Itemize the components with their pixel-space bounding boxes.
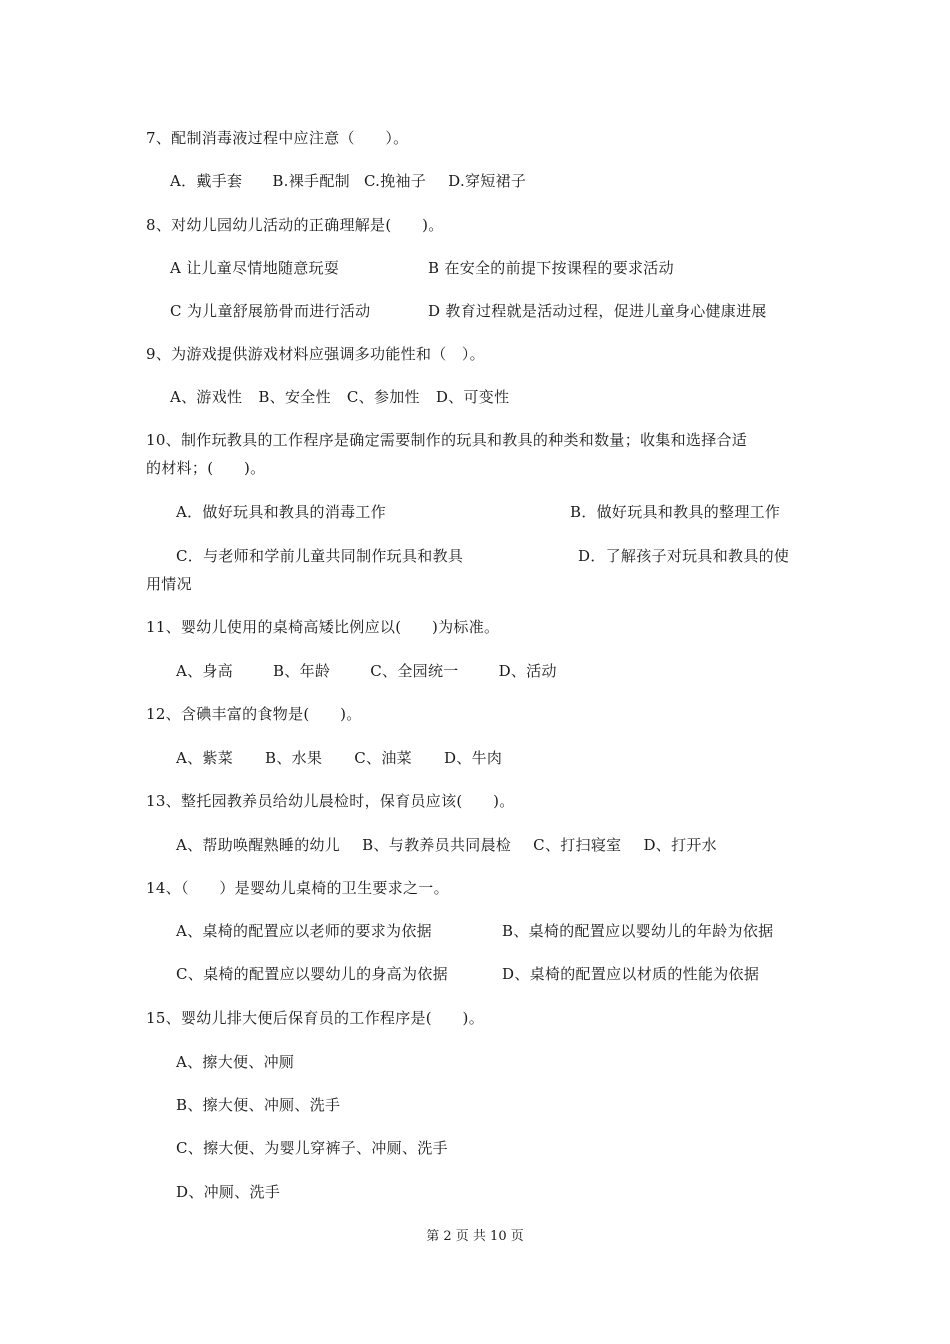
q10-option-d-continued: 用情况 [146,575,192,593]
q7-option-c: C.挽袖子 [363,172,427,190]
q15-option-c: C、擦大便、为婴儿穿裤子、冲厕、洗手 [176,1139,448,1157]
q12-option-a: A、紫菜 [176,749,234,767]
q14-option-c: C、桌椅的配置应以婴幼儿的身高为依据 [176,965,448,983]
question-14-stem: 14、（ ）是婴幼儿桌椅的卫生要求之一。 [146,879,449,897]
question-11-stem: 11、婴幼儿使用的桌椅高矮比例应以( )为标准。 [146,618,500,636]
q7-option-b: B.裸手配制 [272,172,350,190]
q8-option-d: D 教育过程就是活动过程，促进儿童身心健康进展 [428,302,767,320]
page-number-footer: 第 2 页 共 10 页 [426,1229,524,1244]
q10-option-d: D．了解孩子对玩具和教具的使 [578,547,790,565]
q9-option-c: C、参加性 [346,388,420,406]
q14-option-b: B、桌椅的配置应以婴幼儿的年龄为依据 [502,922,774,940]
question-13-stem: 13、整托园教养员给幼儿晨检时，保育员应该( )。 [146,792,515,810]
q11-option-c: C、全园统一 [370,662,459,680]
q9-option-a: A、游戏性 [170,388,243,406]
q7-option-d: D.穿短裙子 [448,172,527,190]
q11-option-a: A、身高 [176,662,234,680]
q14-option-a: A、桌椅的配置应以老师的要求为依据 [176,922,432,940]
q11-option-d: D、活动 [498,662,557,680]
question-7-options [170,170,526,192]
q15-option-d: D、冲厕、洗手 [176,1183,281,1201]
question-10-stem-line2: 的材料；( )。 [146,459,266,477]
question-10-stem-line1: 10、制作玩教具的工作程序是确定需要制作的玩具和教具的种类和数量；收集和选择合适 [146,431,748,449]
question-9-options [170,386,509,408]
question-12-options [176,747,502,769]
question-13-options [176,834,717,856]
q8-option-c: C 为儿童舒展筋骨而进行活动 [170,302,371,320]
q9-option-d: D、可变性 [435,388,510,406]
q10-option-b: B．做好玩具和教具的整理工作 [570,503,781,521]
question-11-options [176,660,557,682]
q12-option-d: D、牛肉 [443,749,503,767]
q14-option-d: D、桌椅的配置应以材质的性能为依据 [502,965,760,983]
q15-option-a: A、擦大便、冲厕 [176,1053,295,1071]
q13-option-c: C、打扫寝室 [533,836,622,854]
q8-option-b: B 在安全的前提下按课程的要求活动 [428,259,674,277]
question-8-stem: 8、对幼儿园幼儿活动的正确理解是( )。 [146,216,444,234]
q12-option-b: B、水果 [265,749,323,767]
q15-option-b: B、擦大便、冲厕、洗手 [176,1096,341,1114]
q10-option-a: A．做好玩具和教具的消毒工作 [176,503,387,521]
question-12-stem: 12、含碘丰富的食物是( )。 [146,705,362,723]
q13-option-b: B、与教养员共同晨检 [362,836,512,854]
question-7-stem: 7、配制消毒液过程中应注意（ ）。 [146,129,409,147]
q10-option-c: C．与老师和学前儿童共同制作玩具和教具 [176,547,464,565]
q11-option-b: B、年龄 [273,662,331,680]
q7-option-a: A．戴手套 [170,172,243,190]
question-9-stem: 9、为游戏提供游戏材料应强调多功能性和（ ）。 [146,345,485,363]
q13-option-d: D、打开水 [643,836,717,854]
q9-option-b: B、安全性 [258,388,331,406]
q8-option-a: A 让儿童尽情地随意玩耍 [170,259,340,277]
q12-option-c: C、油菜 [354,749,412,767]
q13-option-a: A、帮助唤醒熟睡的幼儿 [176,836,341,854]
question-15-stem: 15、婴幼儿排大便后保育员的工作程序是( )。 [146,1009,484,1027]
